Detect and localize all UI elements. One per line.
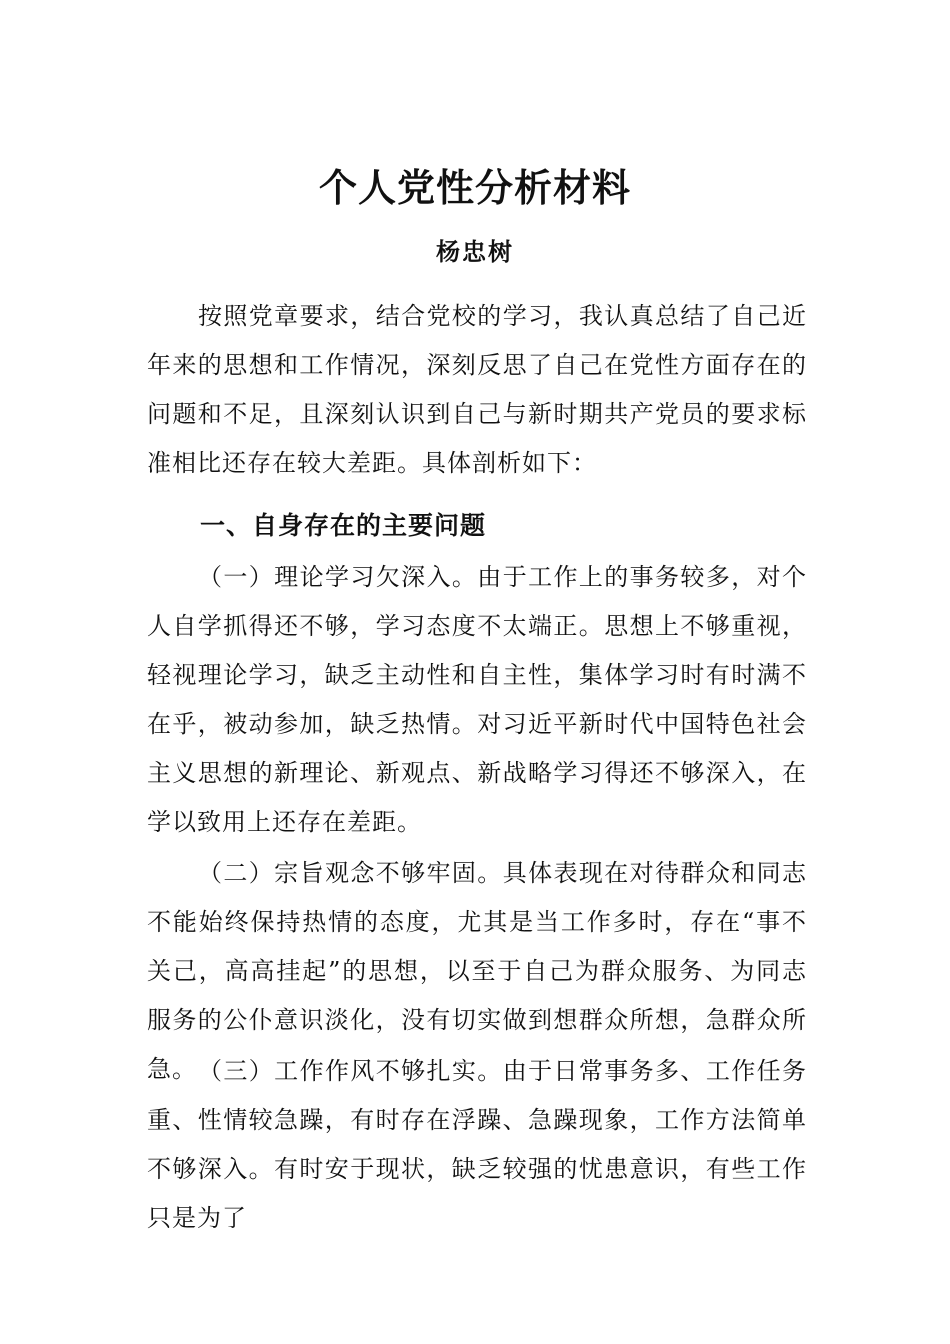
document-title: 个人党性分析材料 [318, 165, 631, 210]
section-heading: 一、自身存在的主要问题 [200, 511, 487, 540]
item-paragraph-3: （三）工作作风不够扎实。由于日常事务多、工作任务重、性情较急躁，有时存在浮躁、急躁现象，工作方法简单不够深入。有时安于现状，缺乏较强的忧患意识，有些工作只是为了 [147, 1057, 807, 1232]
item-paragraph-1: （一）理论学习欠深入。由于工作上的事务较多，对个人自学抓得还不够，学习态度不太端正。思想上不够重视，轻视理论学习，缺乏主动性和自主性，集体学习时有时满不在乎，被动参加，缺乏热情。对习近平新时代中国特色社会主义思想的新理论、新观点、新战略学习得还不够深入，在学以致用上还存在差距。 [147, 563, 807, 836]
author-name: 杨忠树 [436, 238, 514, 266]
item-paragraph-2: （二）宗旨观念不够牢固。具体表现在对待群众和同志不能始终保持热情的态度，尤其是当工作多时，存在“事不关己，高高挂起”的思想，以至于自己为群众服务、为同志服务的公仆意识淡化，没有切实做到想群众所想，急群众所急。 [147, 859, 807, 1083]
intro-paragraph: 按照党章要求，结合党校的学习，我认真总结了自己近年来的思想和工作情况，深刻反思了自己在党性方面存在的问题和不足，且深刻认识到自己与新时期共产党员的要求标准相比还存在较大差距。具体剖析如下： [147, 302, 807, 477]
